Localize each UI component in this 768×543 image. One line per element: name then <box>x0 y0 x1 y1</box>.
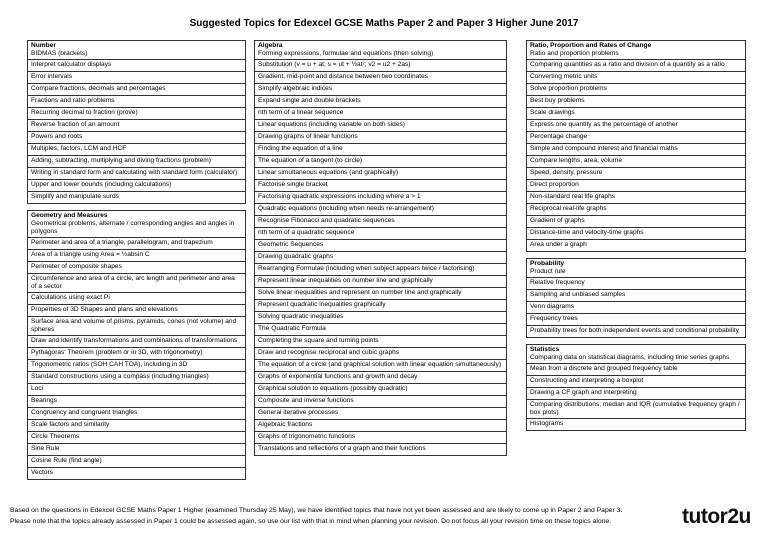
table-row <box>255 132 507 144</box>
column-ratio-probability-statistics <box>526 40 746 431</box>
topic-cell: Graphical solution to equations (possibly quadratic) <box>255 384 507 396</box>
probability-table <box>527 259 746 338</box>
table-row <box>527 278 746 290</box>
topic-cell: Translations and reflections of a graph and their functions <box>255 444 507 456</box>
topic-cell: Multiples, factors, LCM and HCF <box>28 144 246 156</box>
table-row <box>28 372 246 384</box>
topic-cell: Simplify algebraic indices <box>255 84 507 96</box>
table-row <box>255 72 507 84</box>
topic-cell: Graphs of exponential functions and growth and decay <box>255 372 507 384</box>
table-row <box>255 60 507 72</box>
topic-cell: Compare fractions, decimals and percentages <box>28 84 246 96</box>
topic-cell: Solve proportion problems <box>527 84 746 96</box>
topic-cell: Comparing quantities as a ratio and division of a quantity as a ratio <box>527 60 746 72</box>
topic-cell: Calculations using exact Pi <box>28 293 246 305</box>
column-number-geometry <box>27 40 246 480</box>
topic-cell: Draw and identify transformations and combinations of transformations <box>28 336 246 348</box>
topic-cell: Histograms <box>527 419 746 431</box>
topic-cell: Writing in standard form and calculating with standard form (calculator) <box>28 168 246 180</box>
topic-cell: Gradient of graphs <box>527 216 746 228</box>
topic-cell: Mean from a discrete and grouped frequency table <box>527 364 746 376</box>
table-row <box>255 108 507 120</box>
table-row <box>255 180 507 192</box>
statistics-table <box>527 345 746 431</box>
footer-line-2: Please note that the topics already assessed in Paper 1 could be assessed again, so use our list with that in mind when planning your revision. Do not focus all your revision time on these topics alone. <box>10 518 612 525</box>
ratio-heading: Ratio, Proportion and Rates of Change Ratio and proportion problems <box>527 41 746 60</box>
topic-cell: General iterative processes <box>255 408 507 420</box>
topic-cell: Reverse fraction of an amount <box>28 120 246 132</box>
table-row <box>527 204 746 216</box>
table-row <box>527 364 746 376</box>
table-row <box>28 132 246 144</box>
table-row <box>255 372 507 384</box>
table-row <box>255 288 507 300</box>
table-row <box>527 72 746 84</box>
topic-cell: The equation of a tangent (to circle) <box>255 156 507 168</box>
table-row <box>255 300 507 312</box>
topic-cell: Adding, subtracting, multiplying and diving fractions (problem) <box>28 156 246 168</box>
table-row <box>255 120 507 132</box>
footer-line-1: Based on the questions in Edexcel GCSE Maths Paper 1 Higher (examined Thursday 25 May), we have identified topics that have not yet been assessed and are likely to come up in Paper 2 and Paper 3. <box>10 507 623 514</box>
table-row <box>28 420 246 432</box>
topic-cell: Perimeter and area of a triangle, parallelogram, and trapezium <box>28 238 246 250</box>
table-row <box>28 238 246 250</box>
table-row <box>28 432 246 444</box>
table-row <box>28 108 246 120</box>
topic-cell: Pythagoras' Theorem (problem or in 3D, with trigonometry) <box>28 348 246 360</box>
table-row <box>255 216 507 228</box>
topic-cell: Properties of 3D Shapes and plans and elevations <box>28 305 246 317</box>
topic-cell: Expand single and double brackets <box>255 96 507 108</box>
table-row <box>28 84 246 96</box>
topic-cell: Recognise Fibonacci and quadratic sequences <box>255 216 507 228</box>
table-row <box>527 314 746 326</box>
topic-cell: The equation of a circle (and graphical solution with linear equation simultaneously) <box>255 360 507 372</box>
topic-cell: Linear equations (including variable on both sides) <box>255 120 507 132</box>
table-row <box>255 276 507 288</box>
table-row <box>28 384 246 396</box>
table-row <box>28 360 246 372</box>
table-row <box>527 240 746 252</box>
table-row <box>255 264 507 276</box>
table-row <box>527 132 746 144</box>
topic-cell: Perimeter of composite shapes <box>28 262 246 274</box>
topic-cell: Recurring decimal to fraction (prove) <box>28 108 246 120</box>
table-row <box>527 326 746 338</box>
table-row <box>255 312 507 324</box>
table-row <box>527 144 746 156</box>
topic-cell: Quadratic equations (including when needs re-arrangement) <box>255 204 507 216</box>
topic-cell: Draw and recognise reciprocal and cubic graphs <box>255 348 507 360</box>
table-row <box>28 72 246 84</box>
table-row <box>255 156 507 168</box>
topic-cell: Geometric Sequences <box>255 240 507 252</box>
topic-cell: Express one quantity as the percentage of another <box>527 120 746 132</box>
topic-cell: Drawing graphs of linear functions <box>255 132 507 144</box>
probability-heading: Probability Product rule <box>527 259 746 278</box>
footer-note <box>10 505 670 527</box>
topic-cell: Cosine Rule (find angle) <box>28 456 246 468</box>
topic-cell: Factorising quadratic expressions including where a > 1 <box>255 192 507 204</box>
table-row <box>28 192 246 204</box>
topic-cell: Converting metric units <box>527 72 746 84</box>
topic-cell: Gradient, mid-point and distance between two coordinates <box>255 72 507 84</box>
topic-cell: Trigonometric ratios (SOH CAH TOA), including in 3D <box>28 360 246 372</box>
table-row <box>527 192 746 204</box>
table-row <box>527 60 746 72</box>
table-row <box>255 360 507 372</box>
topic-cell: Drawing a CF graph and interpreting <box>527 388 746 400</box>
table-row <box>255 396 507 408</box>
table-row <box>255 336 507 348</box>
topic-cell: Algebraic fractions <box>255 420 507 432</box>
table-row <box>28 120 246 132</box>
table-row <box>255 252 507 264</box>
topic-cell: Vectors <box>28 468 246 480</box>
table-row <box>527 302 746 314</box>
topic-cell: Composite and inverse functions <box>255 396 507 408</box>
topic-cell: Sine Rule <box>28 444 246 456</box>
topic-cell: Scale drawings <box>527 108 746 120</box>
topic-cell: Speed, density, pressure <box>527 168 746 180</box>
table-row <box>527 168 746 180</box>
table-row <box>255 96 507 108</box>
topic-cell: Rearranging Formulae (including when subject appears twice / factorising) <box>255 264 507 276</box>
table-row <box>527 108 746 120</box>
topic-cell: Interpret calculator displays <box>28 60 246 72</box>
table-row <box>527 180 746 192</box>
topic-cell: Finding the equation of a line <box>255 144 507 156</box>
topic-cell: Probability trees for both independent events and conditional probability <box>527 326 746 338</box>
table-row <box>28 274 246 293</box>
table-row <box>255 144 507 156</box>
table-row <box>255 444 507 456</box>
topic-cell: Comparing distributions; median and IQR (cumulative frequency graph / box plots) <box>527 400 746 419</box>
topic-cell: Frequency trees <box>527 314 746 326</box>
topic-cell: Best buy problems <box>527 96 746 108</box>
table-row <box>255 384 507 396</box>
topic-cell: Error intervals <box>28 72 246 84</box>
table-row <box>527 400 746 419</box>
topic-cell: Loci <box>28 384 246 396</box>
topic-cell: Constructing and interpreting a boxplot <box>527 376 746 388</box>
topic-cell: Direct proportion <box>527 180 746 192</box>
table-row <box>28 262 246 274</box>
table-row <box>255 324 507 336</box>
ratio-table <box>527 41 746 252</box>
table-row <box>255 348 507 360</box>
topic-cell: Powers and roots <box>28 132 246 144</box>
table-row <box>28 60 246 72</box>
geometry-table <box>28 211 246 480</box>
table-row <box>28 144 246 156</box>
table-row <box>28 180 246 192</box>
topic-cell: Venn diagrams <box>527 302 746 314</box>
table-row <box>255 420 507 432</box>
table-row <box>527 96 746 108</box>
table-row <box>28 293 246 305</box>
table-row <box>255 204 507 216</box>
topic-cell: Simplify and manipulate surds <box>28 192 246 204</box>
table-row <box>527 228 746 240</box>
table-row <box>28 250 246 262</box>
table-row <box>527 84 746 96</box>
logo-text: tutor2u <box>682 505 751 528</box>
table-row <box>28 317 246 336</box>
table-row <box>527 290 746 302</box>
topic-cell: Graphs of trigonometric functions <box>255 432 507 444</box>
table-row <box>255 192 507 204</box>
topic-cell: Circumference and area of a circle, arc length and perimeter and area of a sector <box>28 274 246 293</box>
table-row <box>28 408 246 420</box>
table-row <box>527 419 746 431</box>
topic-cell: Represent quadratic inequalities graphically <box>255 300 507 312</box>
algebra-heading: Algebra Forming expressions, formulae and equations (then solving) <box>255 41 507 60</box>
topic-cell: Circle Theorems <box>28 432 246 444</box>
table-row <box>527 156 746 168</box>
topic-cell: Surface area and volume of prisms, pyramids, cones (not volume) and spheres <box>28 317 246 336</box>
topic-cell: Simple and compound interest and financial maths <box>527 144 746 156</box>
table-row <box>28 444 246 456</box>
topic-cell: Relative frequency <box>527 278 746 290</box>
topic-cell: Solve linear inequalities and represent on number line and graphically <box>255 288 507 300</box>
topic-cell: Non-standard real life graphs <box>527 192 746 204</box>
table-row <box>255 84 507 96</box>
topic-cell: Reciprocal real-life graphs <box>527 204 746 216</box>
topic-cell: Represent linear inequalities on number line and graphically <box>255 276 507 288</box>
table-row <box>527 388 746 400</box>
table-row <box>527 120 746 132</box>
topic-cell: Substitution (v = u + at; s = ut + ½at²; v2 = u2 + 2as) <box>255 60 507 72</box>
table-row <box>255 228 507 240</box>
table-row <box>28 468 246 480</box>
topic-cell: Factorise single bracket <box>255 180 507 192</box>
table-row <box>255 168 507 180</box>
column-algebra <box>254 40 507 456</box>
topic-cell: The Quadratic Formula <box>255 324 507 336</box>
topic-cell: Fractions and ratio problems <box>28 96 246 108</box>
geometry-heading: Geometry and Measures Geometrical problems, alternate / corresponding angles and angles in polygons <box>28 211 246 238</box>
table-row <box>28 348 246 360</box>
table-row <box>28 456 246 468</box>
table-row <box>28 96 246 108</box>
table-row <box>255 240 507 252</box>
topic-cell: Compare lengths, area, volume <box>527 156 746 168</box>
table-row <box>28 305 246 317</box>
table-row <box>28 396 246 408</box>
table-row <box>527 376 746 388</box>
topic-cell: nth term of a quadratic sequence <box>255 228 507 240</box>
algebra-table <box>255 41 507 456</box>
topic-cell: Percentage change <box>527 132 746 144</box>
table-row <box>28 336 246 348</box>
statistics-heading: Statistics Comparing data on statistical diagrams, including time series graphs <box>527 345 746 364</box>
table-row <box>255 408 507 420</box>
table-row <box>527 216 746 228</box>
topic-cell: Area under a graph <box>527 240 746 252</box>
topic-cell: Drawing quadratic graphs <box>255 252 507 264</box>
number-table <box>28 41 246 204</box>
topic-cell: Scale factors and similarity <box>28 420 246 432</box>
page-title: Suggested Topics for Edexcel GCSE Maths Paper 2 and Paper 3 Higher June 2017 <box>189 18 579 29</box>
topic-cell: Distance-time and velocity-time graphs <box>527 228 746 240</box>
topic-cell: Bearings <box>28 396 246 408</box>
topic-cell: Solving quadratic inequalities <box>255 312 507 324</box>
topic-cell: nth term of a linear sequence <box>255 108 507 120</box>
table-row <box>28 156 246 168</box>
topic-cell: Completing the square and turning points <box>255 336 507 348</box>
topic-cell: Linear simultaneous equations (and graphically) <box>255 168 507 180</box>
topic-cell: Sampling and unbiased samples <box>527 290 746 302</box>
table-row <box>255 432 507 444</box>
number-heading: Number BIDMAS (brackets) <box>28 41 246 60</box>
topic-cell: Standard constructions using a compass (including triangles) <box>28 372 246 384</box>
topic-cell: Upper and lower bounds (including calculations) <box>28 180 246 192</box>
topic-cell: Congruency and congruent triangles <box>28 408 246 420</box>
tutor2u-logo <box>682 505 750 531</box>
topic-cell: Area of a triangle using Area = ½absin C <box>28 250 246 262</box>
table-row <box>28 168 246 180</box>
